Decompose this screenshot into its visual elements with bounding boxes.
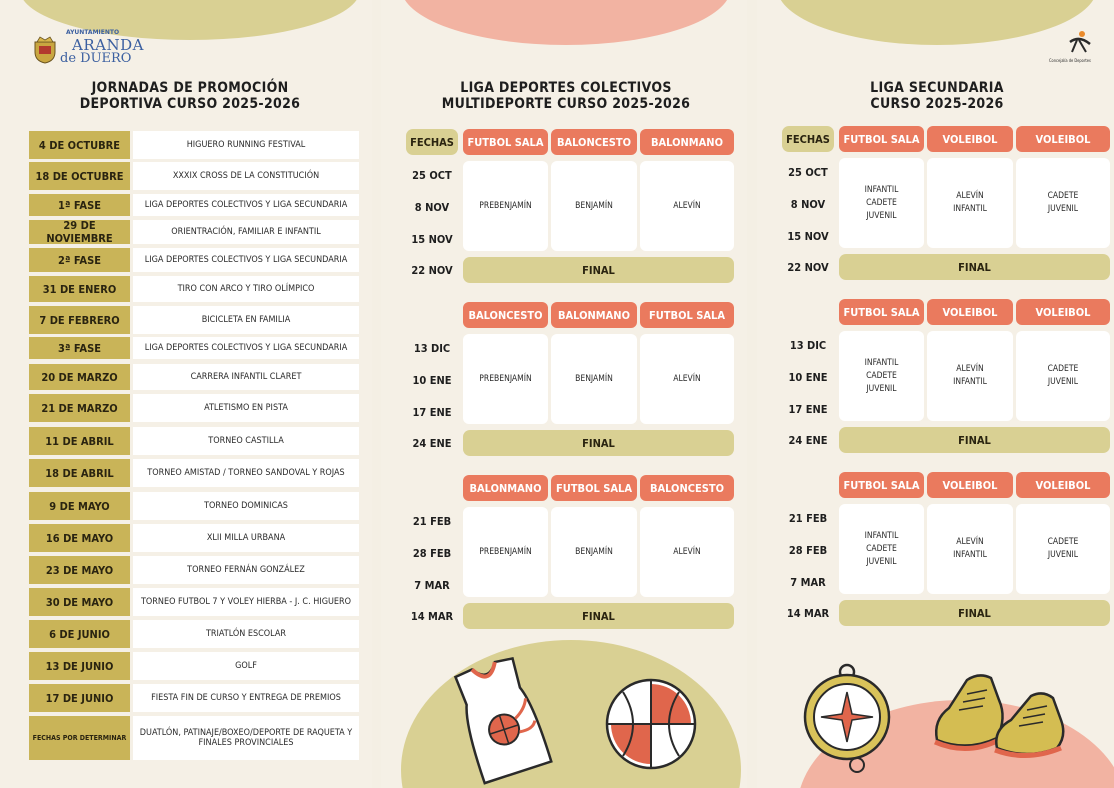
basketball-jersey-icon: [441, 655, 561, 785]
event-date-cell: 3ª FASE: [29, 337, 130, 359]
sport-header: FUTBOL SALA: [463, 129, 548, 155]
logo-right-caption: Concejalía de Deportes: [1049, 58, 1091, 63]
final-bar: FINAL: [839, 427, 1110, 453]
category-line: INFANTIL: [953, 204, 987, 214]
panel3-title-line2: CURSO 2025-2026: [870, 96, 1004, 112]
category-cell: [839, 504, 924, 594]
panel-liga-colectivos: [381, 0, 747, 788]
panel2-title-line1: LIGA DEPORTES COLECTIVOS: [460, 80, 672, 96]
sport-header: VOLEIBOL: [927, 126, 1013, 152]
sport-header: FUTBOL SALA: [640, 302, 734, 328]
category-cell: [927, 504, 1013, 594]
sport-header: VOLEIBOL: [1016, 299, 1110, 325]
coat-of-arms-icon: [32, 36, 58, 64]
match-date: 10 ENE: [412, 373, 452, 387]
event-date-cell: 31 DE ENERO: [29, 276, 130, 302]
sport-header: FUTBOL SALA: [839, 126, 924, 152]
category-line: CADETE: [866, 370, 897, 381]
category-line: ALEVÍN: [956, 537, 984, 547]
match-date: 13 DIC: [413, 341, 451, 355]
panel-jornadas: [0, 0, 372, 788]
basketball-icon: [603, 676, 699, 772]
category-line: JUVENIL: [1047, 204, 1079, 214]
sport-header: VOLEIBOL: [1016, 472, 1110, 498]
category-cell: [839, 331, 924, 421]
category-line: CADETE: [866, 543, 897, 554]
panel3-title: [777, 80, 1097, 112]
match-date: 10 ENE: [788, 370, 828, 384]
event-date-cell: 16 DE MAYO: [29, 524, 130, 552]
category-cell: [927, 331, 1013, 421]
event-date-cell: 20 DE MARZO: [29, 364, 130, 390]
category-line: CADETE: [866, 197, 897, 208]
category-cell: PREBENJAMÍN: [463, 507, 548, 597]
final-date: 14 MAR: [410, 609, 454, 623]
fechas-header: FECHAS: [782, 126, 834, 152]
compass-icon: [797, 662, 897, 777]
final-date: 24 ENE: [412, 436, 452, 450]
category-cell: BENJAMÍN: [551, 507, 637, 597]
match-date: 13 DIC: [789, 338, 827, 352]
category-line: CADETE: [1047, 537, 1079, 547]
panel1-title: [30, 80, 350, 112]
category-cell: BENJAMÍN: [551, 161, 637, 251]
final-date: 22 NOV: [411, 263, 453, 277]
top-decor-blob: [401, 0, 731, 45]
panel1-title-line2: DEPORTIVA CURSO 2025-2026: [79, 96, 301, 112]
logo-top-text: AYUNTAMIENTO: [66, 29, 120, 36]
top-decor-blob: [777, 0, 1097, 45]
match-date: 15 NOV: [787, 229, 829, 243]
category-cell: PREBENJAMÍN: [463, 334, 548, 424]
panel-liga-secundaria: [757, 0, 1114, 788]
panel1-title-line1: JORNADAS DE PROMOCIÓN: [91, 80, 289, 96]
final-date: 14 MAR: [786, 606, 830, 620]
event-name-cell: HIGUERO RUNNING FESTIVAL: [133, 131, 359, 159]
match-date: 7 MAR: [790, 575, 826, 589]
final-bar: FINAL: [839, 600, 1110, 626]
sport-header: BALONCESTO: [640, 475, 734, 501]
category-line: INFANTIL: [953, 377, 987, 387]
category-line: INFANTIL: [864, 530, 899, 541]
event-name-cell: XXXIX CROSS DE LA CONSTITUCIÓN: [133, 162, 359, 190]
event-name-cell: TORNEO FERNÁN GONZÁLEZ: [133, 556, 359, 584]
match-date: 25 OCT: [412, 168, 452, 182]
category-cell: BENJAMÍN: [551, 334, 637, 424]
category-line: CADETE: [1047, 191, 1079, 201]
event-name-cell: ORIENTRACIÓN, FAMILIAR E INFANTIL: [133, 220, 359, 244]
match-date: 25 OCT: [788, 165, 828, 179]
runner-logo-icon: [1064, 30, 1094, 56]
event-date-cell: 30 DE MAYO: [29, 588, 130, 616]
sport-header: BALONMANO: [463, 475, 548, 501]
category-line: JUVENIL: [866, 556, 897, 567]
event-name-cell: BICICLETA EN FAMILIA: [133, 306, 359, 334]
event-date-cell: 6 DE JUNIO: [29, 620, 130, 648]
category-line: INFANTIL: [953, 550, 987, 560]
event-date-cell: 11 DE ABRIL: [29, 427, 130, 455]
category-cell: [839, 158, 924, 248]
event-name-cell: ATLETISMO EN PISTA: [133, 394, 359, 422]
category-cell: PREBENJAMÍN: [463, 161, 548, 251]
category-line: JUVENIL: [866, 383, 897, 394]
category-cell: [1016, 331, 1110, 421]
sneakers-icon: [927, 660, 1077, 760]
event-name-cell: CARRERA INFANTIL CLARET: [133, 364, 359, 390]
sport-header: VOLEIBOL: [1016, 126, 1110, 152]
final-bar: FINAL: [463, 603, 734, 629]
match-date: 8 NOV: [790, 197, 826, 211]
final-bar: FINAL: [463, 430, 734, 456]
event-date-cell: 18 DE OCTUBRE: [29, 162, 130, 190]
match-date: 21 FEB: [788, 511, 828, 525]
category-line: INFANTIL: [864, 357, 899, 368]
event-date-cell: 4 DE OCTUBRE: [29, 131, 130, 159]
match-date: 17 ENE: [412, 405, 452, 419]
event-name-cell: TORNEO CASTILLA: [133, 427, 359, 455]
event-name-cell: TORNEO AMISTAD / TORNEO SANDOVAL Y ROJAS: [133, 459, 359, 487]
match-date: 17 ENE: [788, 402, 828, 416]
sport-header: VOLEIBOL: [927, 472, 1013, 498]
category-line: ALEVÍN: [956, 364, 984, 374]
match-date: 15 NOV: [411, 232, 453, 246]
event-date-cell: 23 DE MAYO: [29, 556, 130, 584]
category-line: JUVENIL: [866, 210, 897, 221]
category-line: CADETE: [1047, 364, 1079, 374]
sport-header: BALONMANO: [551, 302, 637, 328]
final-date: 24 ENE: [788, 433, 828, 447]
category-line: ALEVÍN: [956, 191, 984, 201]
event-date-cell: FECHAS POR DETERMINAR: [29, 716, 130, 760]
match-date: 8 NOV: [414, 200, 450, 214]
event-date-cell: 21 DE MARZO: [29, 394, 130, 422]
match-date: 28 FEB: [788, 543, 828, 557]
sport-header: FUTBOL SALA: [839, 299, 924, 325]
panel2-title: [401, 80, 731, 112]
category-cell: ALEVÍN: [640, 334, 734, 424]
event-name-cell: LIGA DEPORTES COLECTIVOS Y LIGA SECUNDARIA: [133, 337, 359, 359]
event-name-cell: XLII MILLA URBANA: [133, 524, 359, 552]
event-name-cell: TORNEO DOMINICAS: [133, 492, 359, 520]
event-date-cell: 1ª FASE: [29, 194, 130, 216]
event-name-cell: DUATLÓN, PATINAJE/BOXEO/DEPORTE DE RAQUETA Y FINALES PROVINCIALES: [133, 716, 359, 760]
sport-header: FUTBOL SALA: [551, 475, 637, 501]
match-date: 21 FEB: [412, 514, 452, 528]
category-line: INFANTIL: [864, 184, 899, 195]
category-cell: [1016, 158, 1110, 248]
sport-header: BALONCESTO: [551, 129, 637, 155]
event-date-cell: 9 DE MAYO: [29, 492, 130, 520]
fechas-header: FECHAS: [406, 129, 458, 155]
category-cell: [927, 158, 1013, 248]
event-name-cell: TRIATLÓN ESCOLAR: [133, 620, 359, 648]
event-date-cell: 2ª FASE: [29, 248, 130, 272]
logo-line1: ARANDA: [72, 36, 144, 54]
category-cell: [1016, 504, 1110, 594]
final-bar: FINAL: [839, 254, 1110, 280]
final-bar: FINAL: [463, 257, 734, 283]
event-name-cell: LIGA DEPORTES COLECTIVOS Y LIGA SECUNDARIA: [133, 248, 359, 272]
panel2-title-line2: MULTIDEPORTE CURSO 2025-2026: [441, 96, 691, 112]
panel3-title-line1: LIGA SECUNDARIA: [870, 80, 1004, 96]
event-date-cell: 7 DE FEBRERO: [29, 306, 130, 334]
event-name-cell: TORNEO FUTBOL 7 Y VOLEY HIERBA - J. C. HIGUERO: [133, 588, 359, 616]
event-date-cell: 18 DE ABRIL: [29, 459, 130, 487]
category-cell: ALEVÍN: [640, 161, 734, 251]
sport-header: FUTBOL SALA: [839, 472, 924, 498]
event-name-cell: GOLF: [133, 652, 359, 680]
sport-header: BALONMANO: [640, 129, 734, 155]
event-name-cell: TIRO CON ARCO Y TIRO OLÍMPICO: [133, 276, 359, 302]
event-date-cell: 17 DE JUNIO: [29, 684, 130, 712]
event-date-cell: 13 DE JUNIO: [29, 652, 130, 680]
sport-header: VOLEIBOL: [927, 299, 1013, 325]
match-date: 7 MAR: [414, 578, 450, 592]
match-date: 28 FEB: [412, 546, 452, 560]
sport-header: BALONCESTO: [463, 302, 548, 328]
category-line: JUVENIL: [1047, 377, 1079, 387]
event-name-cell: FIESTA FIN DE CURSO Y ENTREGA DE PREMIOS: [133, 684, 359, 712]
event-name-cell: LIGA DEPORTES COLECTIVOS Y LIGA SECUNDARIA: [133, 194, 359, 216]
logo-line2: de DUERO: [60, 51, 132, 66]
event-date-cell: 29 DE NOVIEMBRE: [29, 220, 130, 244]
category-line: JUVENIL: [1047, 550, 1079, 560]
final-date: 22 NOV: [787, 260, 829, 274]
category-cell: ALEVÍN: [640, 507, 734, 597]
